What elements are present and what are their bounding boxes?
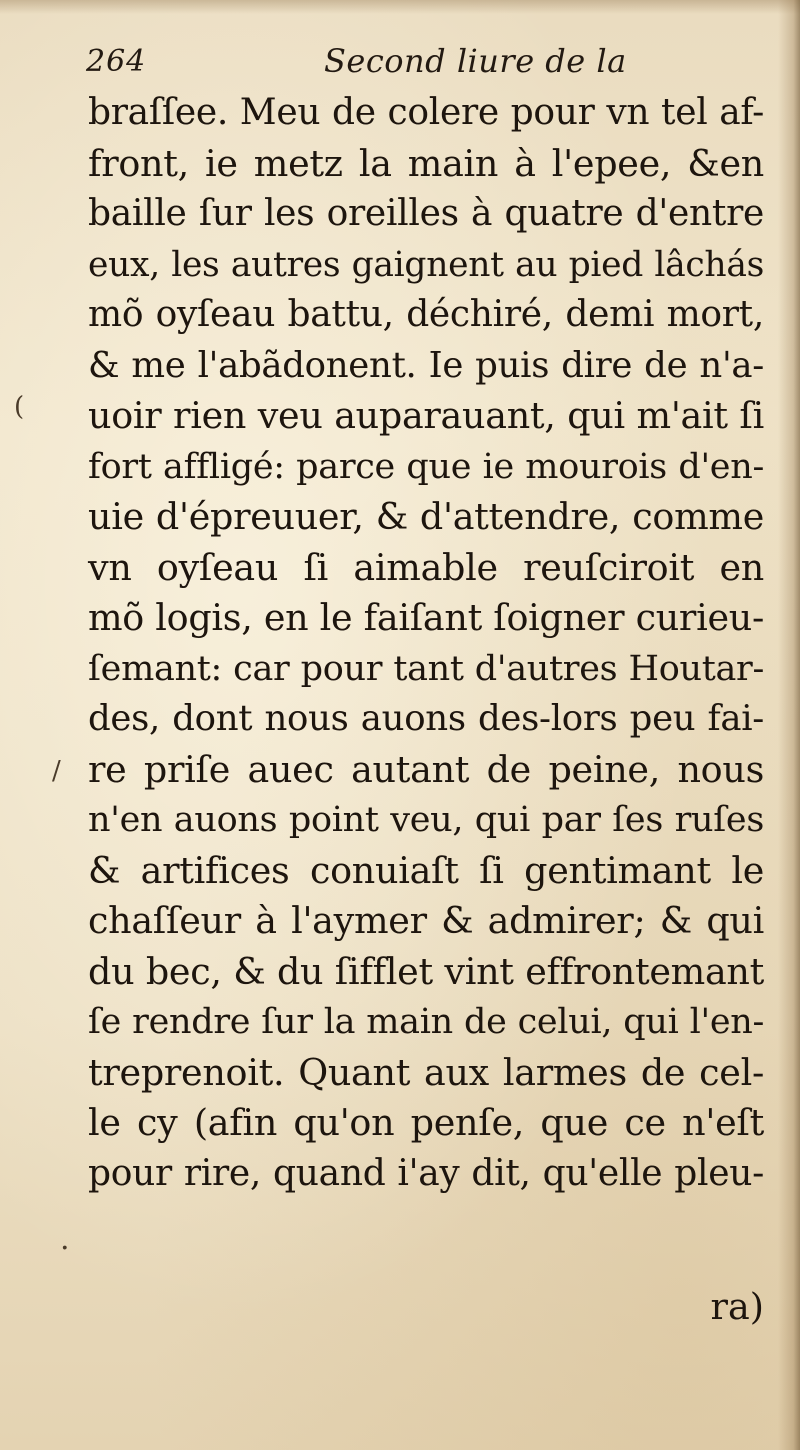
text-line: front, ie metz la main à l'epee, &en — [88, 141, 764, 185]
text-line: mõ oyſeau battu, déchiré, demi mort, — [88, 294, 764, 335]
margin-stroke: / — [52, 756, 61, 786]
text-line: fort affligé: parce que ie mourois d'en- — [88, 446, 764, 487]
page-number: 264 — [86, 44, 147, 79]
page-top-shadow — [0, 0, 800, 14]
text-line: re priſe auec autant de peine, nous — [88, 747, 764, 791]
text-line: baille ſur les oreilles à quatre d'entre — [88, 193, 764, 234]
text-line: vn oyſeau ſi aimable reuſciroit en — [88, 545, 764, 589]
text-line: n'en auons point veu, qui par ſes ruſes — [88, 800, 764, 840]
margin-stroke: ( — [14, 392, 25, 422]
text-line: uoir rien veu auparauant, qui m'ait ſi — [88, 394, 764, 437]
catchword: ra) — [710, 1285, 764, 1328]
text-line: ſemant: car pour tant d'autres Houtar- — [88, 648, 764, 689]
running-title: Second liure de la — [324, 42, 627, 80]
text-line: chaſſeur à l'aymer & admirer; & qui — [88, 899, 764, 942]
text-line: le cy (afin qu'on penſe, que ce n'eſt — [88, 1101, 764, 1144]
text-line: braſſee. Meu de colere pour vn tel af- — [88, 92, 764, 133]
text-line: des, dont nous auons des-lors peu fai- — [88, 698, 764, 739]
text-line: treprenoit. Quant aux larmes de cel- — [88, 1050, 764, 1094]
text-line: mõ logis, en le faiſant ſoigner curieu- — [88, 596, 764, 639]
text-line: pour rire, quand i'ay dit, qu'elle pleu- — [88, 1152, 764, 1194]
text-line: ſe rendre ſur la main de celui, qui l'en- — [88, 1002, 764, 1042]
text-line: uie d'épreuuer, & d'attendre, comme — [88, 495, 764, 538]
text-line: & me l'abãdonent. Ie puis dire de n'a- — [88, 344, 764, 386]
page-right-shadow — [778, 0, 800, 1450]
page-header — [86, 38, 726, 86]
text-line: eux, les autres gaignent au pied lâchás — [88, 244, 764, 285]
body-text — [88, 88, 764, 1199]
margin-dot: . — [60, 1222, 70, 1257]
text-line: & artifices conuiaſt ſi gentimant le — [88, 848, 764, 892]
text-line: du bec, & du ſifflet vint effrontemant — [88, 949, 764, 993]
